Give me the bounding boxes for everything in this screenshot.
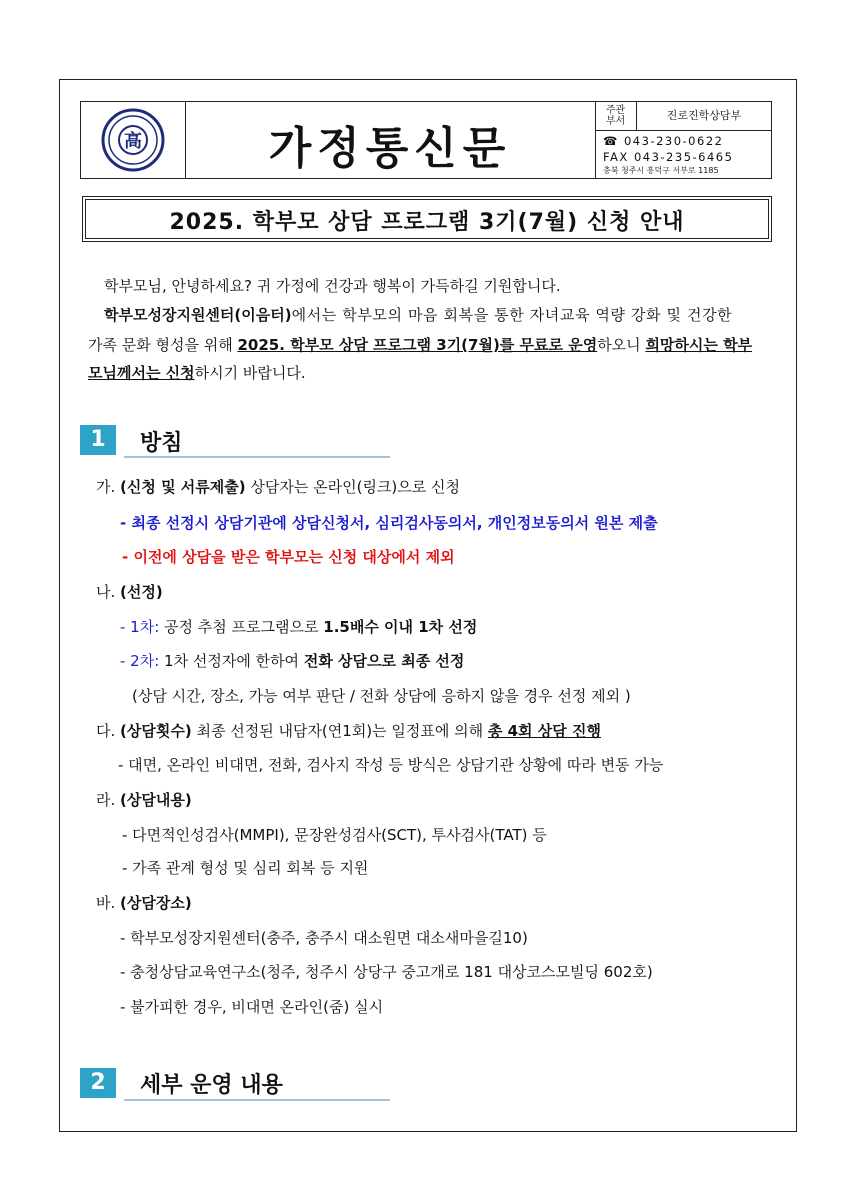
item-na: 나. (선정) [96,583,163,601]
department-row [595,102,771,131]
document-title: 가정통신문 [268,123,512,174]
section-1-number: 1 [80,425,116,455]
item-ba-sub-2: - 충청상담교육연구소(청주, 청주시 상당구 중고개로 181 대상코스모빌딩 602호) [120,963,653,981]
item-ra-sub-1: - 다면적인성검사(MMPI), 문장완성검사(SCT), 투사검사(TAT) 등 [122,826,547,844]
school-emblem-icon [81,102,185,178]
subject-title: 2025. 학부모 상담 프로그램 3기(7월) 신청 안내 [169,210,685,235]
item-ra-sub-2: - 가족 관계 형성 및 심리 회복 등 지원 [122,859,369,877]
school-address: 충북 청주시 흥덕구 서부로 1185 [603,166,719,175]
school-logo-cell [81,102,186,178]
item-ga-sub-2: - 이전에 상담을 받은 학부모는 신청 대상에서 제외 [122,548,455,566]
intro-line-2: 학부모성장지원센터(이음터)에서는 학부모의 마음 회복을 통한 자녀교육 역량 강화 및 건강한 [104,306,733,324]
item-ba-sub-1: - 학부모성장지원센터(충주, 충주시 대소원면 대소새마을길10) [120,929,528,947]
letter-header [80,101,772,179]
item-na-note: (상담 시간, 장소, 가능 여부 판단 / 전화 상담에 응하지 않을 경우 선정 제외 ) [132,687,631,705]
phone-number: ☎ 043-230-0622 [603,134,724,148]
department-name: 진로진학상담부 [666,109,742,122]
section-1-title: 방침 [140,431,183,456]
item-da: 다. (상담횟수) 최종 선정된 내담자(연1회)는 일정표에 의해 총 4회 상담 진행 [96,722,601,740]
item-ga-sub-1: - 최종 선정시 상담기관에 상담신청서, 심리검사동의서, 개인정보동의서 원본 제출 [120,514,658,532]
item-da-sub: - 대면, 온라인 비대면, 전화, 검사지 작성 등 방식은 상담기관 상황에 따라 변동 가능 [118,756,664,774]
title-cell [185,102,596,178]
item-ga: 가. (신청 및 서류제출) 상담자는 온라인(링크)으로 신청 [96,478,461,496]
section-2-underline [124,1099,390,1101]
intro-line-4: 모님께서는 신청하시기 바랍니다. [88,364,306,382]
item-na-sub-1: - 1차: 공정 추첨 프로그램으로 1.5배수 이내 1차 선정 [120,618,478,636]
item-na-sub-2: - 2차: 1차 선정자에 한하여 전화 상담으로 최종 선정 [120,652,465,670]
item-ba: 바. (상담장소) [96,894,192,912]
fax-number: FAX 043-235-6465 [603,150,734,164]
intro-line-3: 가족 문화 형성을 위해 2025. 학부모 상담 프로그램 3기(7월)를 무료로 운영하오니 희망하시는 학부 [88,336,753,354]
department-label: 주관 부서 [595,102,637,130]
section-2-number: 2 [80,1068,116,1098]
department-info [595,102,771,178]
emblem-character: 高 [124,131,142,152]
item-ra: 라. (상담내용) [96,791,192,809]
item-ba-sub-3: - 불가피한 경우, 비대면 온라인(줌) 실시 [120,998,384,1016]
intro-line-1: 학부모님, 안녕하세요? 귀 가정에 건강과 행복이 가득하길 기원합니다. [104,277,561,295]
section-1-underline [124,456,390,458]
subject-box [82,196,772,242]
section-2-title: 세부 운영 내용 [140,1073,283,1098]
